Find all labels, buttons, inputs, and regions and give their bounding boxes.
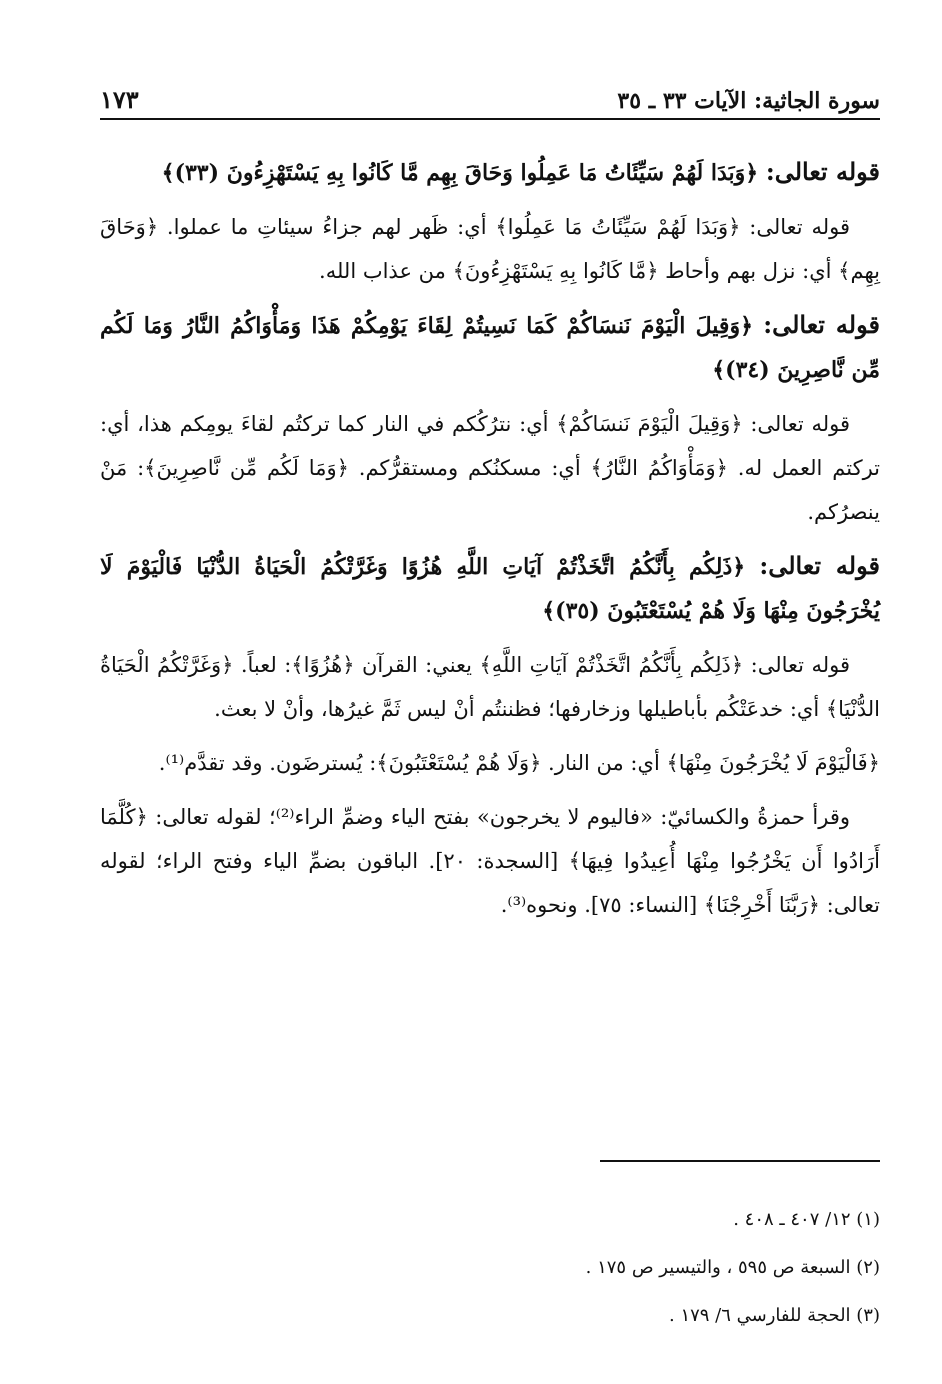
commentary-paragraph: ﴿فَالْيَوْمَ لَا يُخْرَجُونَ مِنْهَا﴾ أي: من النار. ﴿وَلَا هُمْ يُسْتَعْتَبُونَ﴾: يُسترضَون. وقد تقدَّم⁽¹⁾. bbox=[158, 751, 880, 775]
page-body bbox=[100, 150, 880, 937]
footnote-1: (١) ١٢/ ٤٠٧ ـ ٤٠٨ . bbox=[733, 1209, 880, 1230]
verse-heading-33 bbox=[100, 150, 880, 195]
page-header bbox=[100, 78, 880, 120]
page-number: ١٧٣ bbox=[100, 85, 139, 114]
verse-text: ﴿وَبَدَا لَهُمْ سَيِّئَاتُ مَا عَمِلُوا وَحَاقَ بِهِم مَّا كَانُوا بِهِ يَسْتَهْزِءُونَ (٣٣)﴾ bbox=[161, 160, 759, 186]
verse-heading-35 bbox=[100, 544, 880, 633]
verse-text: ﴿وَقِيلَ الْيَوْمَ نَنسَاكُمْ كَمَا نَسِيتُمْ لِقَاءَ يَوْمِكُمْ هَذَا وَمَأْوَاكُمُ النَّارُ وَمَا لَكُم مِّن نَّاصِرِينَ (٣٤)﴾ bbox=[100, 313, 880, 383]
commentary-paragraph: قوله تعالى: ﴿وَقِيلَ الْيَوْمَ نَنسَاكُمْ﴾ أي: نترُكُكم في النار كما تركتُم لقاءَ يومِكم هذا، أي: تركتم العمل له. ﴿وَمَأْوَاكُمُ النَّارُ﴾ أي: مسكنُكم ومستقرُّكم. ﴿وَمَا لَكُم مِّن نَّاصِرِينَ﴾: مَنْ ينصرُكم. bbox=[100, 412, 880, 524]
verse-heading-34 bbox=[100, 303, 880, 392]
verse-heading-lead: قوله تعالى: bbox=[759, 551, 880, 580]
commentary-paragraph: قوله تعالى: ﴿ذَلِكُم بِأَنَّكُمُ اتَّخَذْتُمْ آيَاتِ اللَّهِ﴾ يعني: القرآن ﴿هُزُوًا﴾: لعباً. ﴿وَغَرَّتْكُمُ الْحَيَاةُ الدُّنْيَا﴾ أي: خدعَتْكُم بأباطيلها وزخارفها؛ فظننتُم أنْ ليس ثَمَّ غيرُها، وأنْ لا بعث. bbox=[100, 653, 880, 721]
verse-heading-lead: قوله تعالى: bbox=[763, 310, 880, 339]
commentary-paragraph: وقرأ حمزةُ والكسائيّ: «فاليوم لا يخرجون» بفتح الياء وضمِّ الراء⁽²⁾؛ لقوله تعالى: ﴿كُلَّمَا أَرَادُوا أَن يَخْرُجُوا مِنْهَا أُعِيدُوا فِيهَا﴾ [السجدة: ٢٠]. الباقون بضمِّ الياء وفتح الراء؛ لقوله تعالى: ﴿رَبَّنَا أَخْرِجْنَا﴾ [النساء: ٧٥]. ونحوه⁽³⁾. bbox=[100, 805, 880, 917]
footnote-2: (٢) السبعة ص ٥٩٥ ، والتيسير ص ١٧٥ . bbox=[585, 1257, 880, 1278]
running-title: سورة الجاثية: الآيات ٣٣ ـ ٣٥ bbox=[617, 88, 880, 114]
commentary-paragraph: قوله تعالى: ﴿وَبَدَا لَهُمْ سَيِّئَاتُ مَا عَمِلُوا﴾ أي: ظَهر لهم جزاءُ سيئاتِ ما عملوا. ﴿وَحَاقَ بِهِم﴾ أي: نزل بهم وأحاط ﴿مَّا كَانُوا بِهِ يَسْتَهْزِءُونَ﴾ من عذاب الله. bbox=[100, 215, 880, 283]
verse-text: ﴿ذَلِكُم بِأَنَّكُمُ اتَّخَذْتُمْ آيَاتِ اللَّهِ هُزُوًا وَغَرَّتْكُمُ الْحَيَاةُ الدُّنْيَا فَالْيَوْمَ لَا يُخْرَجُونَ مِنْهَا وَلَا هُمْ يُسْتَعْتَبُونَ (٣٥)﴾ bbox=[100, 554, 880, 624]
footnote-divider bbox=[600, 1160, 880, 1162]
footnote-3: (٣) الحجة للفارسي ٦/ ١٧٩ . bbox=[668, 1305, 880, 1326]
verse-heading-lead: قوله تعالى: bbox=[765, 157, 880, 186]
footnotes bbox=[100, 1196, 880, 1340]
